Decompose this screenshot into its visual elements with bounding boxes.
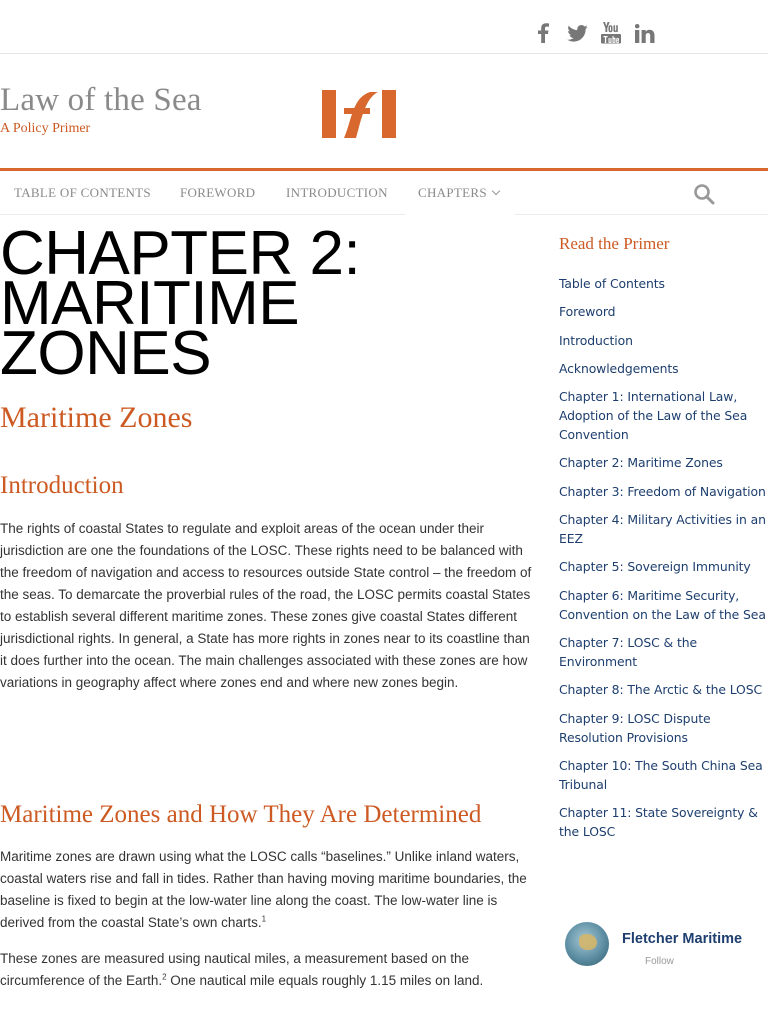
site-tagline: A Policy Primer [0,121,91,136]
social-links [532,22,656,44]
nav-divider [0,214,405,215]
heading-zones-determined: Maritime Zones and How They Are Determined [0,801,482,828]
main-nav [0,171,768,215]
sidebar-item-chapter-3[interactable]: Chapter 3: Freedom of Navigation [559,483,766,499]
nautical-miles-paragraph [0,948,538,992]
follow-button[interactable]: Follow [645,956,674,967]
site-logo[interactable] [322,90,396,138]
sidebar-item-chapter-7[interactable]: Chapter 7: LOSC & the Environment [559,634,697,669]
facebook-icon[interactable] [532,22,554,44]
baselines-paragraph [0,846,538,934]
page-title: CHAPTER 2: MARITIME ZONES [0,219,361,388]
follow-account-name[interactable]: Fletcher Maritime [622,931,743,947]
sidebar-item-acknowledgements[interactable]: Acknowledgements [559,360,679,376]
globe-icon [579,934,597,950]
social-bar [0,0,768,54]
linkedin-icon[interactable] [634,22,656,44]
sidebar-item-chapter-11[interactable]: Chapter 11: State Sovereignty & the LOSC [559,805,758,840]
nautical-miles-text-b: One nautical mile equals roughly 1.15 miles on land. [166,973,484,988]
nautical-miles-text-a: These zones are measured using nautical miles, a measurement based on the circumference of the Earth. [0,951,470,988]
sidebar-item-chapter-4[interactable]: Chapter 4: Military Activities in an EEZ [559,512,766,547]
footnote-link[interactable]: 2 [162,972,167,982]
sidebar-chapter-list [559,274,768,850]
sidebar-title: Read the Primer [559,234,670,253]
sidebar-item-chapter-9[interactable]: Chapter 9: LOSC Dispute Resolution Provisions [559,710,711,745]
search-icon[interactable] [693,183,715,205]
avatar[interactable] [565,922,609,966]
nav-table-of-contents[interactable]: TABLE OF CONTENTS [14,185,151,200]
sidebar-item-chapter-10[interactable]: Chapter 10: The South China Sea Tribunal [559,757,763,792]
sidebar-item-foreword[interactable]: Foreword [559,304,616,320]
sidebar-item-chapter-8[interactable]: Chapter 8: The Arctic & the LOSC [559,682,763,698]
site-title[interactable]: Law of the Sea [0,82,202,118]
sidebar-item-table-of-contents[interactable]: Table of Contents [559,276,665,291]
nav-chapters-label: CHAPTERS [418,185,487,200]
chevron-down-icon [492,187,500,195]
footnote-link[interactable]: 1 [261,914,267,924]
heading-introduction: Introduction [0,472,124,499]
nav-foreword[interactable]: FOREWORD [180,185,256,200]
baselines-text: Maritime zones are drawn using what the LOSC calls “baselines.” Unlike inland waters, coastal waters rise and fall in tides. Rather than having moving maritime boundaries, the baseline is fixed to begin at the low-water line along the coast. The low-water line is derived from the coastal State’s own charts. [0,849,527,930]
twitter-icon[interactable] [566,22,588,44]
sidebar-item-chapter-5[interactable]: Chapter 5: Sovereign Immunity [559,559,751,575]
youtube-icon[interactable] [600,22,622,44]
sidebar-item-introduction[interactable]: Introduction [559,332,633,348]
nav-divider [515,214,768,215]
sidebar-item-chapter-6[interactable]: Chapter 6: Maritime Security, Convention on the Law of the Sea [559,587,766,622]
nav-chapters[interactable] [418,185,499,201]
intro-paragraph: The rights of coastal States to regulate and exploit areas of the ocean under their jurisdiction are one the foundations of the LOSC. These rights need to be balanced with the freedom of navigation and access to resources outside State control – the freedom of the seas. To demarcate the proverbial rules of the road, the LOSC permits coastal States to establish several different maritime zones. These zones give coastal States different jurisdictional rights. In general, a State has more rights in zones near to its coastline than it does further into the ocean. The main challenges associated with these zones are how variations in geography affect where zones end and where new zones begin. [0,521,532,690]
heading-maritime-zones: Maritime Zones [0,401,193,434]
sidebar-item-chapter-2[interactable]: Chapter 2: Maritime Zones [559,455,723,471]
nav-introduction[interactable]: INTRODUCTION [286,185,388,200]
sidebar-item-chapter-1[interactable]: Chapter 1: International Law, Adoption of the Law of the Sea Convention [559,389,748,443]
